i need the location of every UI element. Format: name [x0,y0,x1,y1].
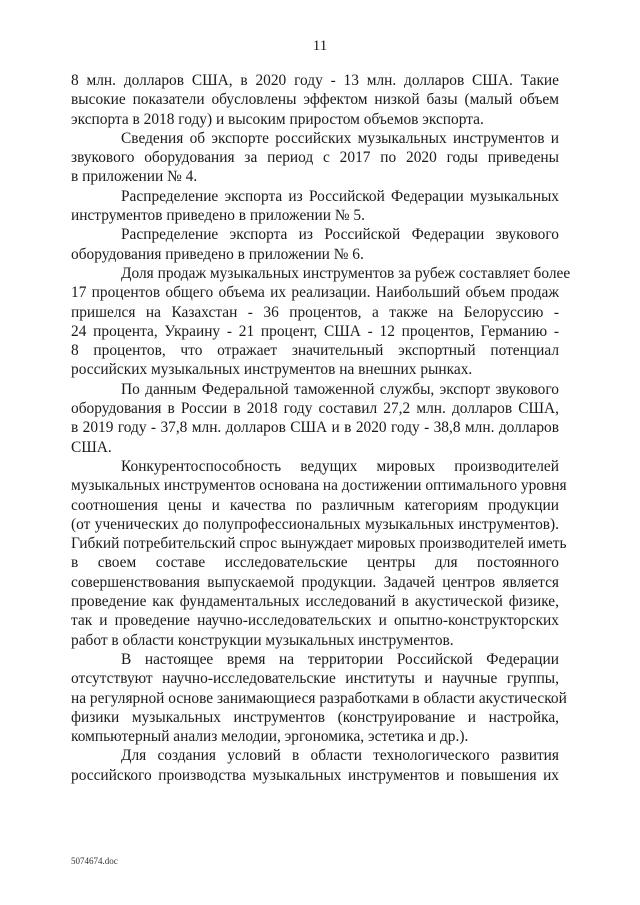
text-line: соотношения цены и качества по различным категориям продукции [71,496,559,514]
text-line: проведение как фундаментальных исследований в акустической физике, [71,593,559,611]
text-line: Доля продаж музыкальных инструментов за рубеж составляет более [121,264,571,282]
text-line: (от ученических до полупрофессиональных музыкальных инструментов). [71,515,559,533]
text-line: компьютерный анализ мелодии, эргономика, эстетика и др.). [71,728,469,746]
text-line: Конкурентоспособность ведущих мировых производителей [121,457,559,475]
text-line: По данным Федеральной таможенной службы, экспорт звукового [121,380,559,398]
text-line: Гибкий потребительский спрос вынуждает мировых производителей иметь [71,535,567,553]
text-line: Распределение экспорта из Российской Федерации звукового [121,226,559,244]
paragraph [71,187,559,226]
paragraph [71,225,559,264]
text-line: на регулярной основе занимающиеся разработками в области акустической [71,689,567,707]
text-line: российских музыкальных инструментов на внешних рынках. [71,361,473,379]
text-line: работ в области конструкции музыкальных инструментов. [71,631,454,649]
paragraph [71,71,559,129]
text-line: пришелся на Казахстан - 36 процентов, а также на Белоруссию - [71,303,559,321]
paragraph [71,457,567,650]
paragraph [71,380,559,457]
footer-filename: 5074674.doc [71,856,118,866]
text-line: США. [71,438,112,456]
paragraph [71,264,571,380]
text-line: 8 млн. долларов США, в 2020 году - 13 млн. долларов США. Такие [71,72,559,89]
document-body [71,71,571,785]
text-line: 8 процентов, что отражает значительный экспортный потенциал [71,342,559,360]
text-line: 17 процентов общего объема их реализации. Наибольший объем продаж [71,284,559,302]
text-line: высокие показатели обусловлены эффектом низкой базы (малый объем [71,91,559,109]
text-line: звукового оборудования за период с 2017 по 2020 годы приведены [71,149,559,167]
text-line: оборудования в России в 2018 году составил 27,2 млн. долларов США, [71,400,559,418]
text-line: оборудования приведено в приложении № 6. [71,245,364,263]
text-line: 24 процента, Украину - 21 процент, США - 12 процентов, Германию - [71,322,559,340]
text-line: отсутствуют научно-исследовательские институты и научные группы, [71,670,559,688]
paragraph [71,650,567,746]
text-line: инструментов приведено в приложении № 5. [71,207,365,225]
page-number: 11 [312,38,328,54]
text-line: музыкальных инструментов основана на достижении оптимального уровня [71,477,567,495]
paragraph [71,129,559,187]
text-line: Сведения об экспорте российских музыкальных инструментов и [121,129,559,147]
text-line: Для создания условий в области технологического развития [121,747,559,765]
text-line: российского производства музыкальных инструментов и повышения их [71,766,559,784]
text-line: физики музыкальных инструментов (конструирование и настройка, [71,708,559,726]
text-line: Распределение экспорта из Российской Федерации музыкальных [121,187,559,205]
text-line: В настоящее время на территории Российской Федерации [121,650,559,668]
text-line: экспорта в 2018 году) и высоким приростом объемов экспорта. [71,110,484,128]
text-line: в 2019 году - 37,8 млн. долларов США и в 2020 году - 38,8 млн. долларов [71,419,559,437]
text-line: так и проведение научно-исследовательских и опытно-конструкторских [71,612,559,630]
text-line: в своем составе исследовательские центры для постоянного [71,554,559,572]
text-line: в приложении № 4. [71,168,198,186]
text-line: совершенствования выпускаемой продукции. Задачей центров является [71,573,559,591]
paragraph [71,746,559,785]
